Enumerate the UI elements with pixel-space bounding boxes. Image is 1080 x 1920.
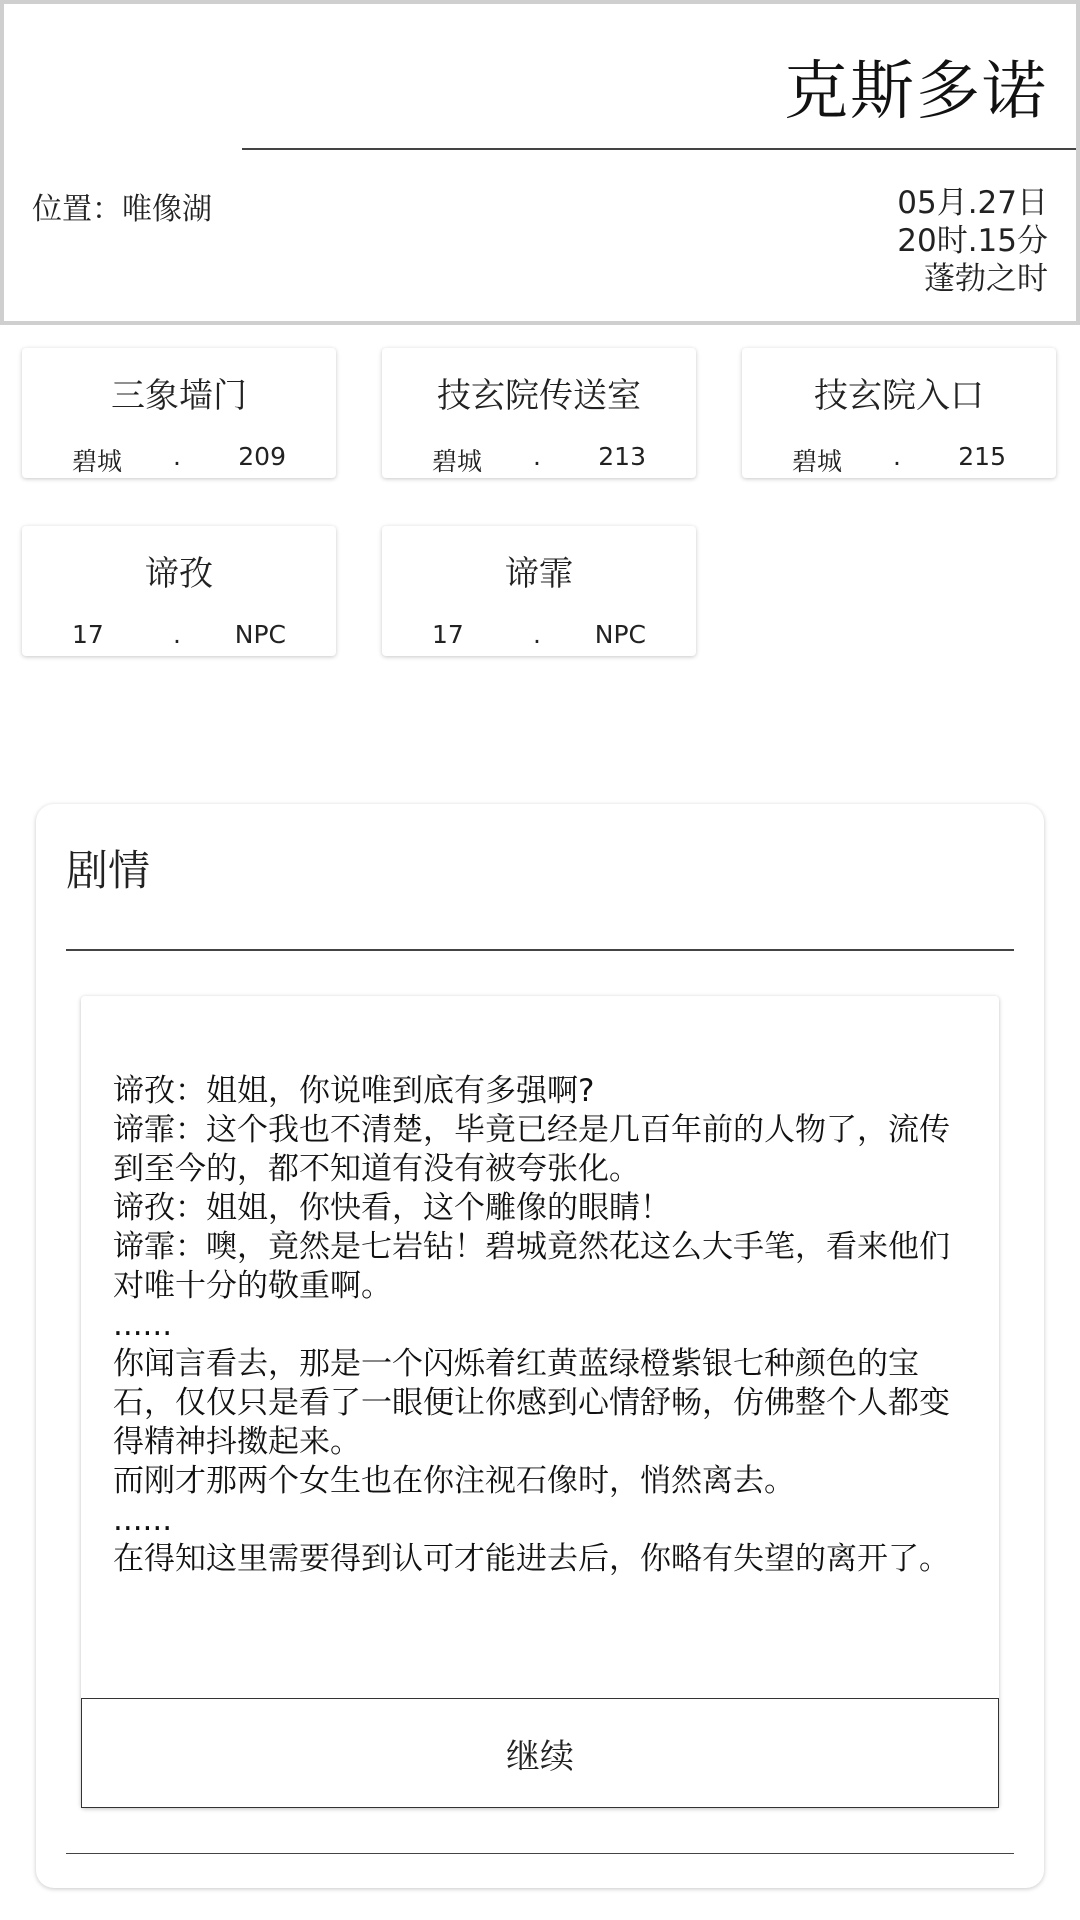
destination-card-academy-entrance[interactable] [742,348,1056,478]
card-region: 碧城 [432,447,483,476]
story-line: 你闻言看去，那是一个闪烁着红黄蓝绿橙紫银七种颜色的宝石，仅仅只是看了一眼便让你感到心情舒畅，仿佛整个人都变得精神抖擞起来。 [113,1346,950,1460]
story-line: 谛霏：这个我也不清楚，毕竟已经是几百年前的人物了，流传到至今的，都不知道有没有被夸张化。 [113,1112,950,1187]
card-separator: . [173,620,181,649]
story-text [113,1072,973,1579]
card-separator: . [173,442,181,471]
card-meta [742,442,1056,476]
story-divider [66,949,1014,951]
story-line: ...... [113,1307,173,1343]
card-name: 技玄院传送室 [437,376,641,416]
npc-card-dizi[interactable] [22,526,336,656]
story-line: 谛霏：噢，竟然是七岩钻！碧城竟然花这么大手笔，看来他们对唯十分的敬重啊。 [113,1229,950,1304]
date-label: 05月.27日 [897,185,1048,221]
card-level: 17 [72,620,104,649]
title-divider [242,148,1076,150]
story-dialog [81,996,999,1808]
destination-card-sanxiang-gate[interactable] [22,348,336,478]
location-header [0,0,1080,325]
time-label: 20时.15分 [897,223,1048,259]
card-code: 213 [598,442,646,471]
card-level: 17 [432,620,464,649]
period-label: 蓬勃之时 [924,261,1048,297]
card-separator: . [533,442,541,471]
continue-button[interactable]: 继续 [81,1698,999,1808]
card-region: 碧城 [72,447,123,476]
story-line: 在得知这里需要得到认可才能进去后，你略有失望的离开了。 [113,1541,950,1577]
card-separator: . [533,620,541,649]
npc-card-difei[interactable] [382,526,696,656]
location-label: 位置：唯像湖 [32,192,212,227]
card-meta [22,620,336,650]
card-code: 215 [958,442,1006,471]
card-name: 谛孜 [145,554,213,594]
card-meta [22,442,336,476]
story-panel [36,804,1044,1888]
destination-card-teleport-room[interactable] [382,348,696,478]
card-name: 谛霏 [505,554,573,594]
story-line: 谛孜：姐姐，你快看，这个雕像的眼睛！ [113,1190,671,1226]
card-name: 技玄院入口 [814,376,984,416]
story-line: 谛孜：姐姐，你说唯到底有多强啊? [113,1073,595,1109]
page-title: 克斯多诺 [784,55,1048,129]
card-separator: . [893,442,901,471]
card-type: NPC [594,620,646,649]
story-line: 而刚才那两个女生也在你注视石像时，悄然离去。 [113,1463,795,1499]
card-meta [382,620,696,650]
card-type: NPC [234,620,286,649]
card-code: 209 [238,442,286,471]
story-bottom-divider [66,1853,1014,1854]
card-name: 三象墙门 [111,376,247,416]
story-title: 剧情 [66,846,151,895]
card-region: 碧城 [792,447,843,476]
card-meta [382,442,696,476]
game-datetime [897,184,1048,298]
story-line: ...... [113,1502,173,1538]
